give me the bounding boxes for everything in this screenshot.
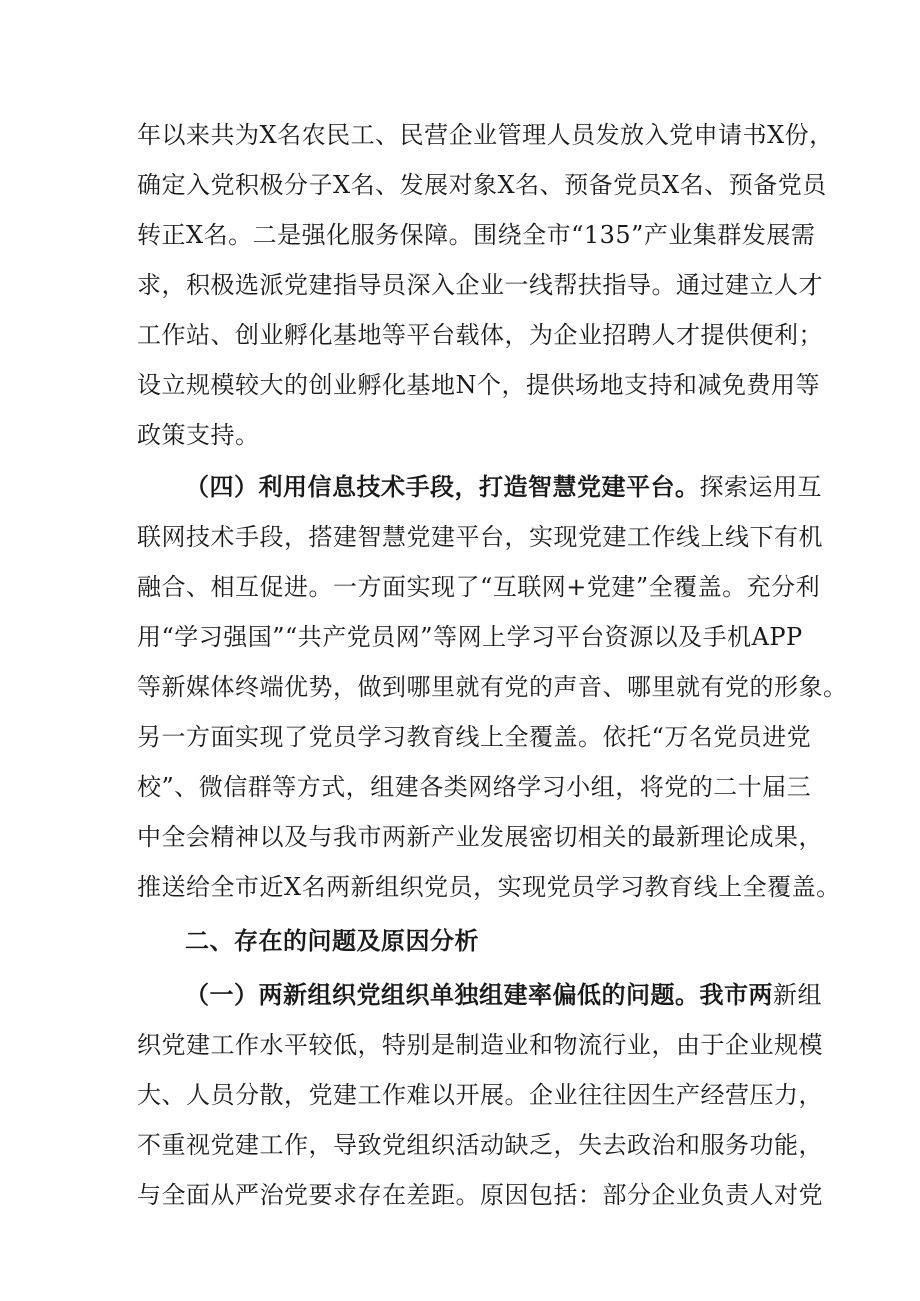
paragraph-line: 织党建工作水平较低，特别是制造业和物流行业，由于企业规模 [137, 1031, 823, 1059]
paragraph-line: 转正X名。二是强化服务保障。围绕全市“135”产业集群发展需 [137, 221, 816, 249]
paragraph-line: 联网技术手段，搭建智慧党建平台，实现党建工作线上线下有机 [137, 523, 823, 551]
paragraph-line: 另一方面实现了党员学习教育线上全覆盖。依托“万名党员进党 [137, 723, 812, 751]
paragraph-line: 不重视党建工作，导致党组织活动缺乏，失去政治和服务功能， [137, 1131, 823, 1159]
paragraph-line: 与全面从严治党要求存在差距。原因包括：部分企业负责人对党 [137, 1181, 823, 1209]
paragraph-line: 确定入党积极分子X名、发展对象X名、预备党员X名、预备党员 [137, 171, 827, 199]
paragraph-line: 校”、微信群等方式，组建各类网络学习小组，将党的二十届三 [137, 773, 812, 801]
section-1-first-line-rest: 新组 [773, 981, 822, 1009]
section-1-heading: （一）两新组织党组织单独组建率偏低的问题。我市两 [185, 980, 773, 1009]
paragraph-line: 等新媒体终端优势，做到哪里就有党的声音、哪里就有党的形象。 [137, 673, 848, 701]
section-4-heading: （四）利用信息技术手段，打造智慧党建平台。 [185, 472, 700, 501]
paragraph-line: 融合、相互促进。一方面实现了“互联网+党建”全覆盖。充分利 [137, 573, 821, 601]
paragraph-line: 年以来共为X名农民工、民营企业管理人员发放入党申请书X份， [137, 121, 834, 149]
part-2-title: 二、存在的问题及原因分析 [185, 926, 479, 955]
section-4-first-line-rest: 探索运用互 [699, 473, 822, 501]
section-1-first-line [185, 975, 822, 1015]
paragraph-line: 政策支持。 [137, 421, 260, 449]
paragraph-line: 设立规模较大的创业孵化基地N个，提供场地支持和减免费用等 [137, 371, 820, 399]
paragraph-line: 推送给全市近X名两新组织党员，实现党员学习教育线上全覆盖。 [137, 873, 841, 901]
paragraph-line: 工作站、创业孵化基地等平台载体，为企业招聘人才提供便利； [137, 321, 823, 349]
paragraph-line: 中全会精神以及与我市两新产业发展密切相关的最新理论成果， [137, 823, 823, 851]
paragraph-line: 求，积极选派党建指导员深入企业一线帮扶指导。通过建立人才 [137, 271, 823, 299]
paragraph-line: 大、人员分散，党建工作难以开展。企业往往因生产经营压力， [137, 1081, 823, 1109]
section-4-first-line [185, 467, 822, 507]
paragraph-line: 用“学习强国”“共产党员网”等网上学习平台资源以及手机APP [137, 623, 803, 651]
